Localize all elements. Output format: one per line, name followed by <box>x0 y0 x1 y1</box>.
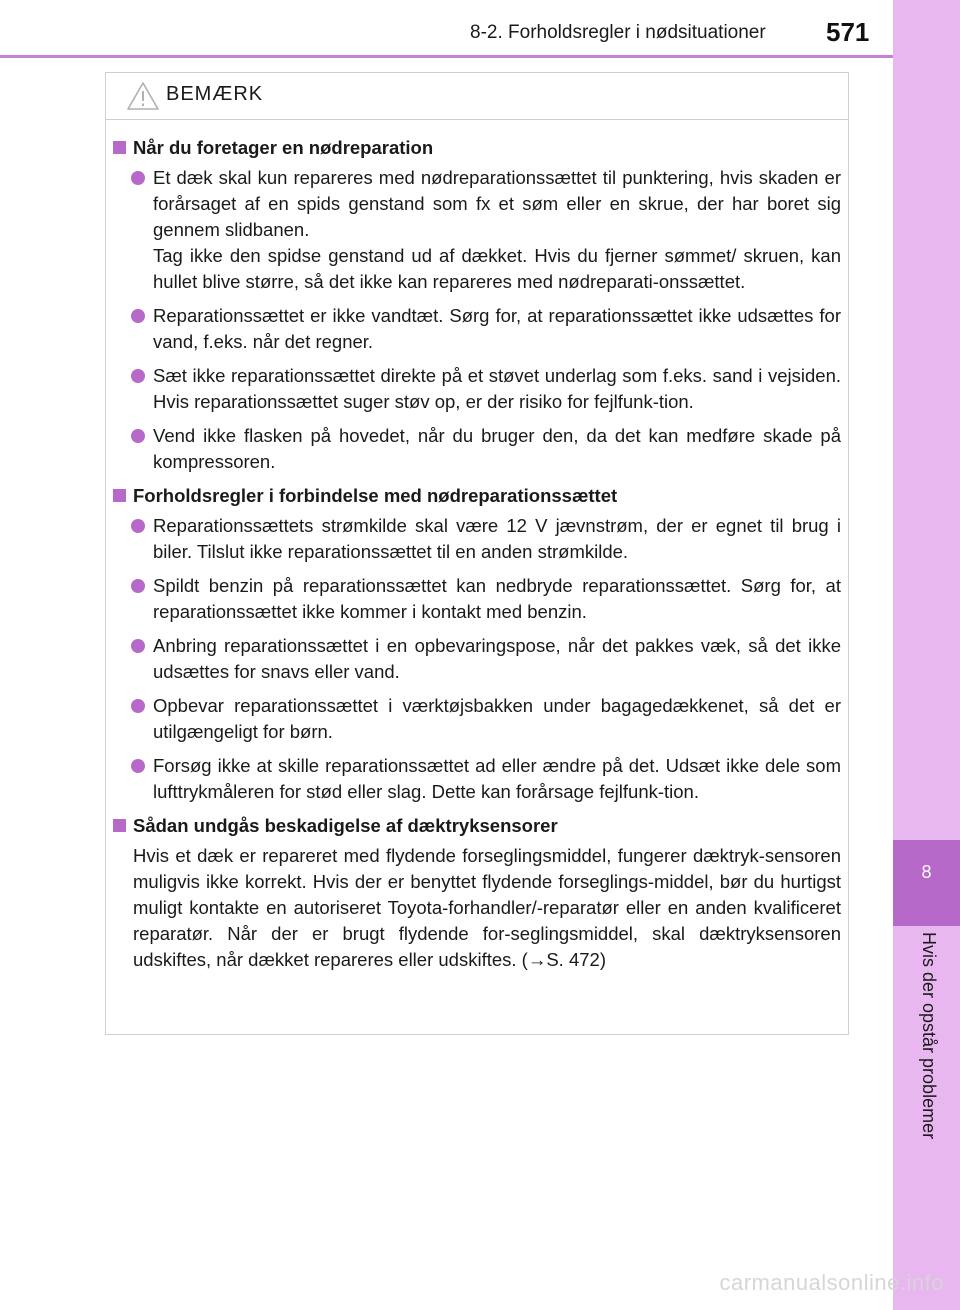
list-item <box>113 633 841 685</box>
list-item <box>113 423 841 475</box>
section-title-text: Sådan undgås beskadigelse af dæktryksensorer <box>133 815 558 836</box>
notice-content <box>113 133 841 981</box>
bullet-dot-icon <box>131 699 145 713</box>
bullet-dot-icon <box>131 759 145 773</box>
chapter-title: Hvis der opstår problemer <box>919 932 939 1140</box>
list-item-text: Spildt benzin på reparationssættet kan nedbryde reparationssættet. Sørg for, at reparationssættet ikke kommer i kontakt med benzin. <box>153 575 841 622</box>
section-title <box>113 813 841 839</box>
header-divider <box>0 55 893 58</box>
bullet-dot-icon <box>131 171 145 185</box>
list-item <box>113 513 841 565</box>
list-item-text: Reparationssættets strømkilde skal være 12 V jævnstrøm, der er egnet til brug i biler. Tilslut ikke reparationssættet til en anden strømkilde. <box>153 515 841 562</box>
section-square-icon <box>113 489 126 502</box>
bullet-dot-icon <box>131 519 145 533</box>
list-item-text: Vend ikke flasken på hovedet, når du bruger den, da det kan medføre skade på kompressoren. <box>153 425 841 472</box>
list-item-text: Et dæk skal kun repareres med nødreparationssættet til punktering, hvis skaden er forårsaget af en spids genstand som fx et søm eller en skrue, der har boret sig gennem slidbanen. <box>153 167 841 240</box>
bullet-dot-icon <box>131 309 145 323</box>
bullet-dot-icon <box>131 579 145 593</box>
list-item <box>113 303 841 355</box>
notice-box <box>105 72 849 1035</box>
page-number: 571 <box>826 17 870 47</box>
page-header-title: 8-2. Forholdsregler i nødsituationer <box>470 22 766 43</box>
list-item <box>113 363 841 415</box>
bullet-dot-icon <box>131 639 145 653</box>
list-item-text: Opbevar reparationssættet i værktøjsbakken under bagagedækkenet, så det er utilgængeligt for børn. <box>153 695 841 742</box>
section-square-icon <box>113 141 126 154</box>
list-item-text: Anbring reparationssættet i en opbevaringspose, når det pakkes væk, så det ikke udsættes for snavs eller vand. <box>153 635 841 682</box>
section-title <box>113 483 841 509</box>
list-item <box>113 753 841 805</box>
list-item-text: Sæt ikke reparationssættet direkte på et støvet underlag som f.eks. sand i vejsiden. Hvis reparationssættet suger støv op, er der risiko for fejlfunk-tion. <box>153 365 841 412</box>
bullet-dot-icon <box>131 369 145 383</box>
warning-triangle-icon <box>126 81 160 111</box>
section-square-icon <box>113 819 126 832</box>
notice-header <box>106 73 848 120</box>
list-item <box>113 573 841 625</box>
section-title-text: Forholdsregler i forbindelse med nødreparationssættet <box>133 485 618 506</box>
list-item-text-continued: Tag ikke den spidse genstand ud af dækket. Hvis du fjerner sømmet/ skruen, kan hullet blive større, så det ikke kan repareres med nødreparati-onssættet. <box>153 245 841 292</box>
list-item-text: Reparationssættet er ikke vandtæt. Sørg for, at reparationssættet ikke udsættes for vand, f.eks. når det regner. <box>153 305 841 352</box>
notice-label: BEMÆRK <box>166 83 264 105</box>
list-item-text: Forsøg ikke at skille reparationssættet ad eller ændre på det. Udsæt ikke dele som lufttrykmåleren for stød eller slag. Dette kan forårsage fejlfunk-tion. <box>153 755 841 802</box>
chapter-number-tab <box>893 840 960 926</box>
list-item <box>113 165 841 295</box>
chapter-number: 8 <box>921 862 932 882</box>
list-item <box>113 693 841 745</box>
watermark: carmanualsonline.info <box>719 1270 944 1295</box>
section-title-text: Når du foretager en nødreparation <box>133 137 434 158</box>
section-title <box>113 135 841 161</box>
section-paragraph: Hvis et dæk er repareret med flydende forseglingsmiddel, fungerer dæktryk-sensoren muligvis ikke korrekt. Hvis der er benyttet flydende forseglings-middel, bør du hurtigst muligt kontakte en autoriseret Toyota-forhandler/-reparatør eller en anden kvalificeret reparatør. Når der er brugt flydende for-seglingsmiddel, skal dæktryksensoren udskiftes, når dækket repareres eller udskiftes. (→S. 472) <box>133 845 841 970</box>
bullet-dot-icon <box>131 429 145 443</box>
